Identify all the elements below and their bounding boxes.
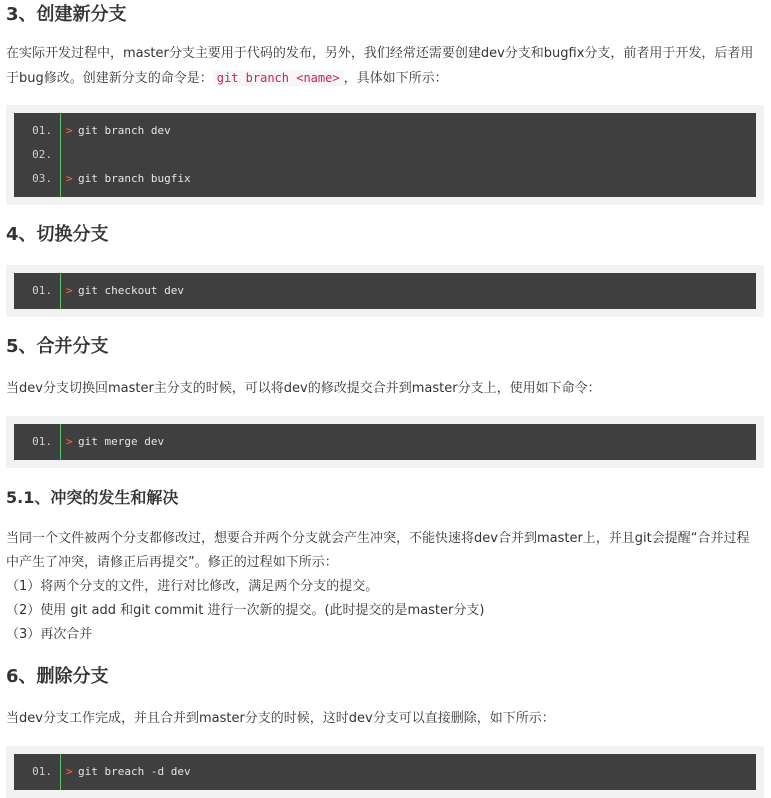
line-number: 01. bbox=[32, 284, 52, 297]
code-line bbox=[14, 279, 756, 303]
section-heading-merge-branch: 5、合并分支 bbox=[6, 336, 109, 357]
paragraph-create-branch bbox=[6, 42, 761, 91]
code-line bbox=[14, 167, 756, 191]
prompt-icon: > bbox=[66, 124, 73, 137]
code-block-delete-branch bbox=[6, 746, 764, 798]
section-heading-switch-branch: 4、切换分支 bbox=[6, 224, 109, 245]
code-text: git checkout dev bbox=[78, 284, 184, 297]
prompt-icon: > bbox=[66, 172, 73, 185]
line-number: 03. bbox=[32, 172, 52, 185]
section-heading-conflict: 5.1、冲突的发生和解决 bbox=[6, 488, 179, 507]
conflict-step-2: （2）使用 git add 和git commit 进行一次新的提交。(此时提交的是master分支) bbox=[6, 603, 485, 618]
code-block-create-branch bbox=[6, 105, 764, 205]
line-number: 01. bbox=[32, 765, 52, 778]
code-area bbox=[14, 424, 756, 460]
code-area bbox=[14, 273, 756, 309]
code-line bbox=[14, 119, 756, 143]
code-text: git branch dev bbox=[78, 124, 171, 137]
paragraph-merge-branch: 当dev分支切换回master主分支的时候，可以将dev的修改提交合并到master分支上，使用如下命令： bbox=[6, 381, 601, 396]
paragraph-conflict: 当同一个文件被两个分支都修改过，想要合并两个分支就会产生冲突，不能快速将dev合并到master上，并且git会提醒“合并过程中产生了冲突，请修正后再提交”。修正的过程如下所示： bbox=[6, 531, 750, 570]
conflict-step-3: （3）再次合并 bbox=[6, 627, 93, 642]
section-heading-delete-branch: 6、删除分支 bbox=[6, 666, 109, 687]
code-text: git breach -d dev bbox=[78, 765, 191, 778]
code-block-switch-branch bbox=[6, 265, 764, 317]
code-line bbox=[14, 760, 756, 784]
code-block-merge-branch bbox=[6, 416, 764, 468]
conflict-step-1: （1）将两个分支的文件，进行对比修改，满足两个分支的提交。 bbox=[6, 579, 379, 594]
prompt-icon: > bbox=[66, 435, 73, 448]
code-area bbox=[14, 113, 756, 197]
line-number: 01. bbox=[32, 124, 52, 137]
paragraph-text: ，具体如下所示： bbox=[343, 71, 448, 86]
code-line bbox=[14, 430, 756, 454]
paragraph-delete-branch: 当dev分支工作完成，并且合并到master分支的时候，这时dev分支可以直接删除，如下所示： bbox=[6, 711, 555, 726]
section-heading-create-branch: 3、创建新分支 bbox=[6, 4, 127, 25]
prompt-icon: > bbox=[66, 284, 73, 297]
paragraph-text: 在实际开发过程中，master分支主要用于代码的发布，另外，我们经常还需要创建dev分支和bugfix分支，前者用于开发，后者用于bug修改。创建新分支的命令是： bbox=[6, 46, 754, 86]
code-text: git merge dev bbox=[78, 435, 165, 448]
line-number: 02. bbox=[32, 148, 52, 161]
prompt-icon: > bbox=[66, 765, 73, 778]
code-line bbox=[14, 143, 756, 167]
line-number: 01. bbox=[32, 435, 52, 448]
code-text: git branch bugfix bbox=[78, 172, 191, 185]
inline-code-git-branch-name: git branch <name> bbox=[213, 70, 344, 86]
code-area bbox=[14, 754, 756, 790]
